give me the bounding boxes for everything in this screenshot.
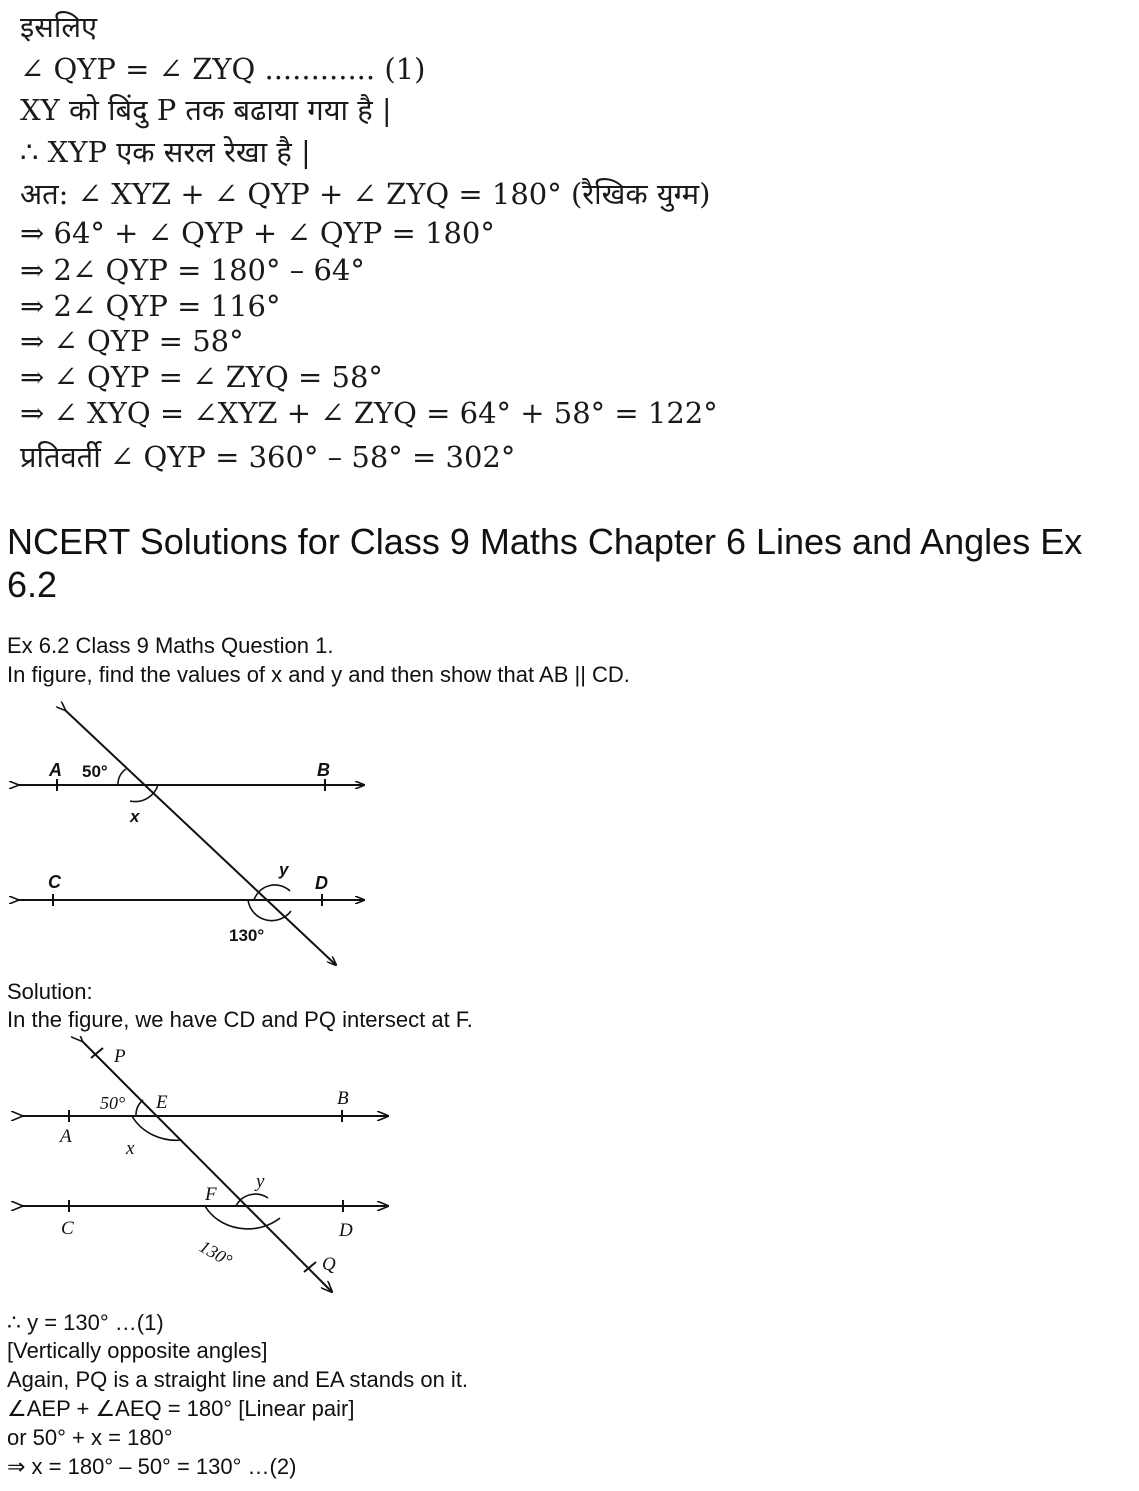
label-a: A [60,1126,72,1147]
arc-130 [205,1206,280,1229]
label-130: 130° [229,926,265,945]
hindi-line: ⇒ 2∠ QYP = 180° – 64° [20,253,365,287]
hindi-line: ∴ XYP एक सरल रेखा है | [20,135,311,169]
label-x: x [130,807,140,826]
question-figure [0,700,400,975]
transversal-line [65,710,336,965]
label-50: 50° [82,762,108,781]
step-line: [Vertically opposite angles] [7,1338,268,1363]
hindi-line: इसलिए [20,10,98,44]
hindi-line: ∠ QYP = ∠ ZYQ ............ (1) [20,52,426,86]
step-line: Again, PQ is a straight line and EA stands on it. [7,1367,469,1392]
label-y: y [256,1171,265,1192]
step-line: or 50° + x = 180° [7,1425,173,1450]
arc-y [236,1194,268,1206]
hindi-line: प्रतिवर्ती ∠ QYP = 360° – 58° = 302° [20,440,516,474]
hindi-line: ⇒ ∠ QYP = 58° [20,324,244,358]
step-line: ∴ y = 130° …(1) [7,1310,164,1335]
label-50: 50° [100,1093,126,1113]
label-c: C [61,1218,74,1239]
hindi-line: ⇒ ∠ QYP = ∠ ZYQ = 58° [20,360,383,394]
hindi-solution-block [0,0,720,495]
step-line: ⇒ x = 180° – 50° = 130° …(2) [7,1454,297,1479]
label-130: 130° [196,1236,236,1271]
hindi-line: ⇒ ∠ XYQ = ∠XYZ + ∠ ZYQ = 64° + 58° = 122° [20,396,718,430]
question-title: Ex 6.2 Class 9 Maths Question 1. [7,633,334,658]
label-d: D [315,873,328,893]
label-e: E [156,1092,168,1113]
label-b: B [317,760,330,780]
arc-x [132,1116,182,1140]
solution-figure [0,1036,420,1300]
hindi-line: ⇒ 2∠ QYP = 116° [20,289,281,323]
question-text: In figure, find the values of x and y and then show that AB || CD. [7,662,630,687]
label-f: F [205,1184,217,1205]
step-line: ∠AEP + ∠AEQ = 180° [Linear pair] [7,1396,355,1421]
label-b: B [337,1088,349,1109]
label-q: Q [322,1254,336,1275]
solution-intro: In the figure, we have CD and PQ intersect at F. [7,1007,473,1032]
label-y: y [279,860,289,879]
label-d: D [339,1220,353,1241]
label-p: P [114,1046,126,1067]
hindi-line: अत: ∠ XYZ + ∠ QYP + ∠ ZYQ = 180° (रैखिक युग्म) [20,177,711,211]
hindi-line: XY को बिंदु P तक बढाया गया है | [20,93,392,127]
hindi-line: ⇒ 64° + ∠ QYP + ∠ QYP = 180° [20,216,495,250]
arc-x [130,785,158,802]
label-x: x [126,1138,135,1159]
label-a: A [49,760,62,780]
solution-label: Solution: [7,979,93,1004]
label-c: C [48,872,61,892]
arc-50 [118,769,126,785]
section-heading: NCERT Solutions for Class 9 Maths Chapter 6 Lines and Angles Ex 6.2 [7,521,1083,605]
